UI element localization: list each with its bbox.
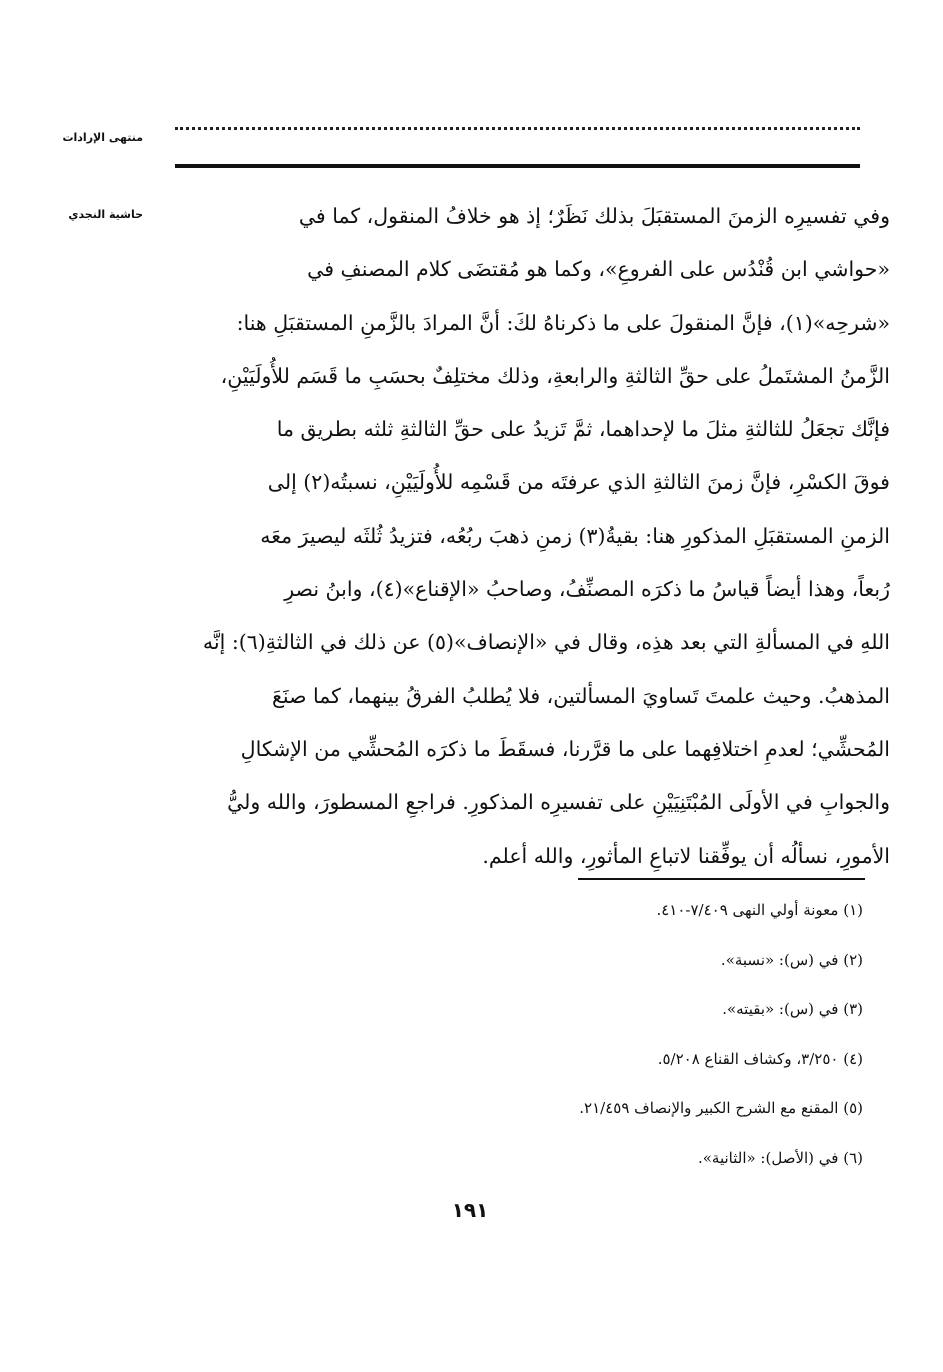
footnote: (٦) في (الأصل): «الثانية». [697, 1148, 863, 1167]
body-line: والجوابِ في الأولَى المُبْتَنِيَيْنِ على تفسيرِه المذكورِ. فراجعِ المسطورَ، والله وليُّ [227, 790, 890, 815]
body-line: فوقَ الكسْرِ، فإنَّ زمنَ الثالثةِ الذي عرفتَه من قَسْمِه للأُولَيَيْنِ، نسبتُه(٢) إلى [267, 470, 890, 495]
body-line: الزمنِ المستقبَلِ المذكورِ هنا: بقيةُ(٣) زمنِ ذهبَ ربُعُه، فتزيدُ ثُلثَه ليصيرَ معَه [260, 523, 890, 548]
body-line: فإنَّك تجعَلُ للثالثةِ مثلَ ما لإحداهما، ثمَّ تَزيدُ على حقِّ الثالثةِ ثلثه بطريق ما [276, 417, 890, 442]
footnote: (٤) ٣/٢٥٠، وكشاف القناع ٥/٢٠٨. [657, 1049, 863, 1068]
footnote: (٣) في (س): «بقيته». [722, 1000, 863, 1018]
page-number: ١٩١ [451, 1198, 489, 1222]
footnotes [443, 888, 863, 1185]
body-line: «شرحِه»(١)، فإنَّ المنقولَ على ما ذكرناهُ لكَ: أنَّ المرادَ بالزَّمنِ المستقبَلِ هنا: [236, 310, 890, 335]
body-line: رُبعاً، وهذا أيضاً قياسُ ما ذكرَه المصنِّفُ، وصاحبُ «الإقناع»(٤)، وابنُ نصرِ [284, 577, 890, 602]
header-dotted-rule [175, 127, 860, 130]
margin-label: حاشية النجدي [68, 208, 143, 221]
body-line: الزَّمنُ المشتَملُ على حقِّ الثالثةِ والرابعةِ، وذلك مختلِفٌ بحسَبِ ما قَسَم للأُولَيَيْنِ، [220, 363, 890, 388]
header-thick-rule [175, 164, 860, 168]
running-title: منتهى الإرادات [62, 131, 143, 144]
body-text [172, 190, 890, 883]
body-line: اللهِ في المسألةِ التي بعد هذِه، وقال في «الإنصاف»(٥) عن ذلك في الثالثةِ(٦): إنَّه [202, 630, 890, 655]
body-line: المذهبُ. وحيث علمتَ تَساويَ المسألتين، فلا يُطلبُ الفرقُ بينهما، كما صنَعَ [271, 683, 890, 708]
body-line: الأمورِ، نسألُه أن يوفِّقنا لاتباعِ المأثورِ، والله أعلم. [482, 843, 890, 868]
body-line: «حواشي ابن قُنْدُس على الفروعِ»، وكما هو مُقتضَى كلام المصنفِ في [307, 257, 890, 282]
footnote: (٢) في (س): «نسبة». [720, 950, 863, 969]
footnote: (١) معونة أولي النهى ٧/٤٠٩-٤١٠. [656, 901, 863, 919]
body-line: المُحشِّي؛ لعدمِ اختلافِهما على ما قرَّرنا، فسقَطَ ما ذكرَه المُحشِّي من الإشكالِ [240, 736, 890, 761]
footnote-separator [578, 878, 865, 880]
footnote: (٥) المقنع مع الشرح الكبير والإنصاف ٢١/٤٥٩. [579, 1099, 863, 1117]
body-line: وفي تفسيرِه الزمنَ المستقبَلَ بذلك نَظَرٌ؛ إذ هو خلافُ المنقول، كما في [298, 204, 890, 228]
